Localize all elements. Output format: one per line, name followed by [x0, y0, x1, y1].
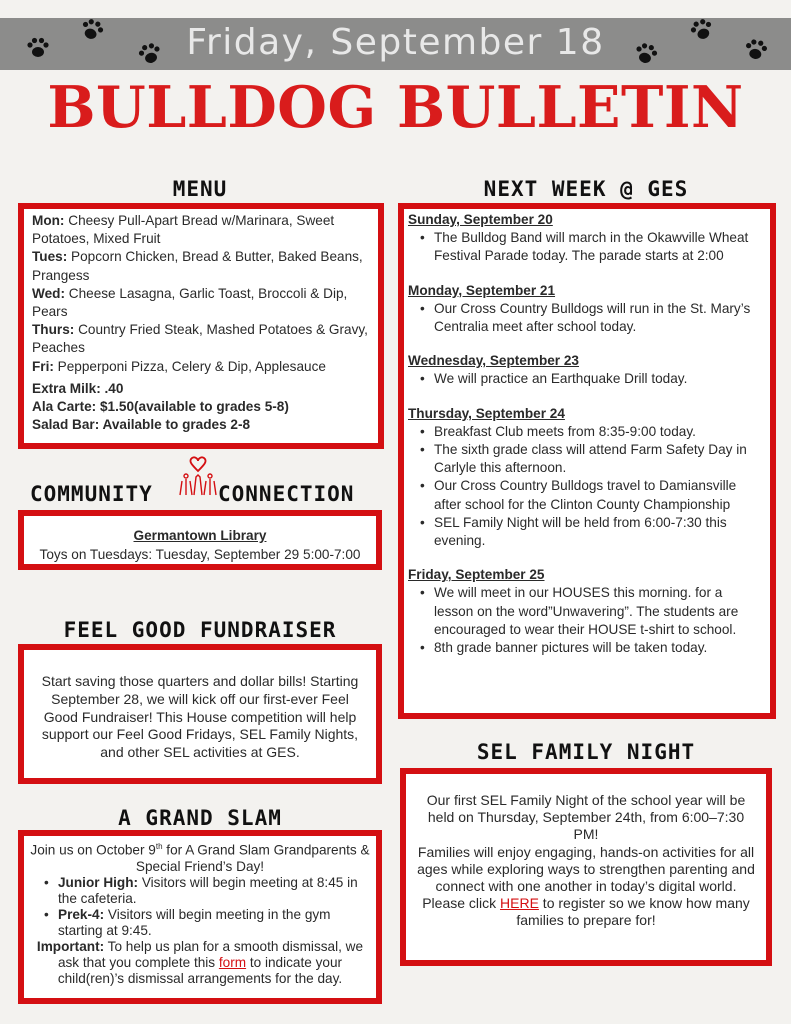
paw-icon	[78, 16, 106, 44]
menu-item	[32, 212, 370, 248]
grand-slam-list	[30, 875, 370, 939]
list-item: • Breakfast Club meets from 8:35-9:00 today.	[408, 423, 764, 441]
menu-food: Cheesy Pull-Apart Bread w/Marinara, Sweet Potatoes, Mixed Fruit	[32, 213, 335, 247]
sel-p3-post: to register so we know how many families to prepare for!	[516, 895, 750, 929]
prek-label: Prek-4:	[58, 906, 105, 922]
community-heading-left: COMMUNITY	[30, 482, 153, 506]
day-heading: Thursday, September 24	[408, 405, 565, 421]
important-text-pre: To help us plan for a smooth dismissal, we ask that you complete this	[57, 939, 364, 971]
library-event: Toys on Tuesdays: Tuesday, September 29 5:00-7:00	[39, 547, 361, 562]
menu-item	[32, 321, 370, 357]
menu-item	[32, 248, 370, 284]
grand-slam-intro-pre: Join us on October 9	[30, 842, 156, 858]
fundraiser-heading: FEEL GOOD FUNDRAISER	[63, 618, 337, 642]
list-item: • We will practice an Earthquake Drill today.	[408, 370, 764, 388]
date-text: Friday, September 18	[186, 22, 605, 63]
list-item: • We will meet in our HOUSES this morning. for a lesson on the word”Unwavering”. The students are encouraged to wear their HOUSE t-shirt to school.	[408, 584, 764, 639]
register-link[interactable]: HERE	[500, 895, 539, 912]
sel-p1: Our first SEL Family Night of the school year will be held on Thursday, September 24th, from 6:00–7:30 PM!	[426, 792, 746, 843]
grand-slam-box	[18, 830, 382, 1004]
day-heading: Sunday, September 20	[408, 212, 553, 227]
list-item: • The sixth grade class will attend Farm Safety Day in Carlyle this afternoon.	[408, 441, 764, 477]
sel-p2: Families will enjoy engaging, hands-on activities for all ages while exploring ways to strengthen parenting and connect with one another in today’s digital world.	[417, 843, 755, 895]
grand-slam-intro-post: for A Grand Slam Grandparents & Special Friend’s Day!	[135, 842, 370, 874]
list-item	[30, 875, 370, 907]
list-item: • The Bulldog Band will march in the Okawville Wheat Festival Parade today. The parade starts at 2:00	[408, 229, 764, 265]
paw-icon	[24, 34, 52, 62]
menu-food: Cheese Lasagna, Garlic Toast, Broccoli & Dip, Pears	[32, 285, 348, 320]
junior-high-label: Junior High:	[58, 874, 139, 890]
important-label: Important:	[36, 939, 105, 955]
paw-icon	[688, 16, 716, 44]
day-items	[408, 584, 764, 657]
menu-food: Popcorn Chicken, Bread & Butter, Baked Beans, Prangess	[32, 249, 363, 283]
grand-slam-important	[30, 939, 370, 987]
day-items	[408, 300, 764, 336]
day-items	[408, 370, 764, 388]
paw-icon	[632, 40, 660, 68]
ala-carte: Ala Carte: $1.50(available to grades 5-8)	[32, 399, 289, 415]
sel-p3-pre: Please click	[422, 895, 501, 912]
menu-food: Pepperponi Pizza, Celery & Dip, Applesauce	[53, 358, 326, 374]
heart-hands-icon	[176, 455, 220, 499]
menu-day: Fri:	[32, 358, 54, 374]
prek-text: Visitors will begin meeting in the gym starting at 9:45.	[58, 906, 331, 938]
menu-day: Wed:	[32, 285, 65, 301]
sel-heading: SEL FAMILY NIGHT	[476, 740, 696, 764]
community-box	[18, 510, 382, 570]
menu-heading: MENU	[172, 177, 228, 201]
sel-box	[400, 768, 772, 966]
list-item: • 8th grade banner pictures will be taken today.	[408, 639, 764, 657]
salad-bar: Salad Bar: Available to grades 2-8	[32, 417, 251, 433]
menu-day: Mon:	[32, 213, 65, 228]
menu-item	[32, 358, 370, 376]
form-link[interactable]: form	[218, 955, 247, 971]
day-items	[408, 423, 764, 550]
fundraiser-box	[18, 644, 382, 784]
paw-icon	[136, 40, 164, 68]
important-text-post: to indicate your child(ren)’s dismissal arrangements for the day.	[57, 955, 343, 987]
bulletin-title: BULLDOG BULLETIN	[47, 74, 744, 141]
list-item: • Our Cross Country Bulldogs travel to Damiansville after school for the Clinton County Championship	[408, 477, 764, 513]
paw-icon	[742, 36, 770, 64]
grand-slam-intro-sup: th	[155, 842, 163, 851]
next-week-heading: NEXT WEEK @ GES	[483, 177, 689, 201]
menu-item	[32, 285, 370, 321]
day-items	[408, 229, 764, 265]
list-item: • SEL Family Night will be held from 6:00-7:30 this evening.	[408, 514, 764, 550]
list-item	[30, 907, 370, 939]
sel-p3	[416, 895, 756, 929]
community-heading-right: CONNECTION	[218, 482, 355, 506]
day-heading: Monday, September 21	[408, 282, 556, 298]
fundraiser-body: Start saving those quarters and dollar bills! Starting September 28, we will kick off our first-ever Feel Good Fundraiser! This House competition will help support our Feel Good Fridays, SEL Family Nights, and other SEL activities at GES.	[41, 673, 359, 761]
next-week-box	[398, 203, 776, 719]
menu-day: Thurs:	[32, 322, 75, 338]
list-item: • Our Cross Country Bulldogs will run in the St. Mary’s Centralia meet after school today.	[408, 300, 764, 336]
menu-list	[32, 212, 370, 376]
menu-food: Country Fried Steak, Mashed Potatoes & Gravy, Peaches	[32, 322, 368, 356]
day-heading: Friday, September 25	[408, 567, 545, 583]
next-week-list	[408, 211, 764, 657]
junior-high-text: Visitors will begin meeting at 8:45 in the cafeteria.	[58, 874, 358, 906]
grand-slam-heading: A GRAND SLAM	[118, 806, 282, 830]
menu-box	[18, 203, 384, 449]
day-heading: Wednesday, September 23	[408, 353, 579, 369]
grand-slam-intro	[30, 839, 370, 875]
menu-day: Tues:	[32, 249, 68, 265]
library-name: Germantown Library	[133, 528, 267, 543]
menu-extras	[32, 380, 370, 435]
extra-milk: Extra Milk: .40	[32, 380, 124, 396]
